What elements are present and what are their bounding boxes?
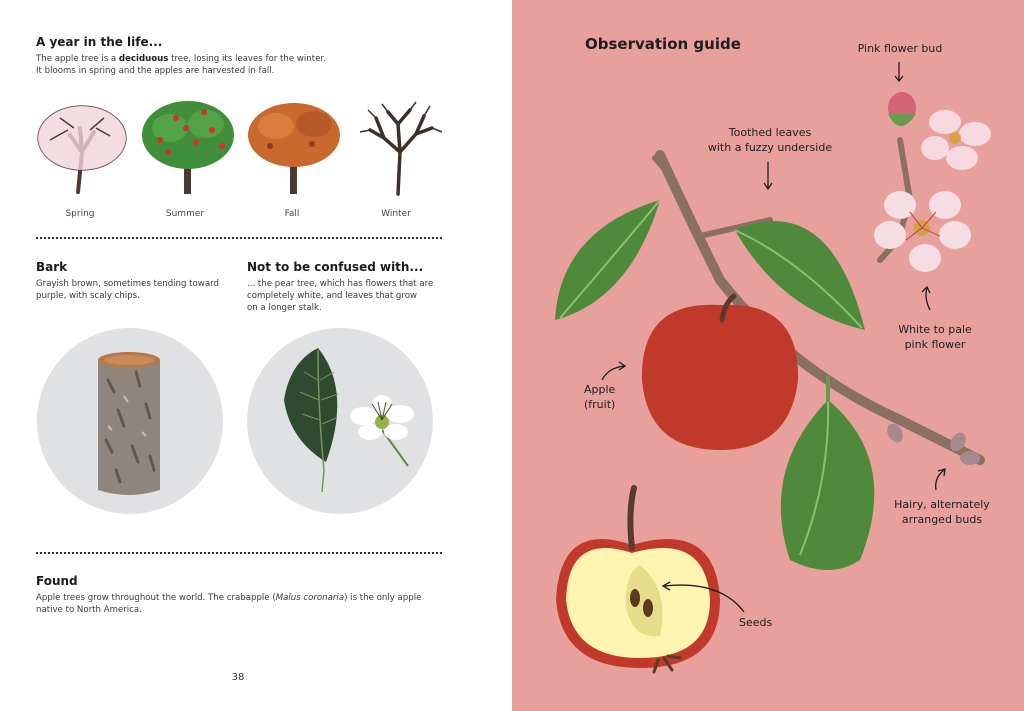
season-label-spring: Spring — [65, 209, 95, 219]
flower-illustration — [874, 92, 991, 272]
label-seeds: Seeds — [739, 616, 773, 629]
page-number: 38 — [231, 672, 245, 683]
flower-upper — [921, 110, 991, 170]
confused-text-line-2: completely white, and leaves that grow — [247, 291, 418, 301]
found-text-line-2: native to North America. — [36, 605, 142, 615]
season-label-summer: Summer — [165, 209, 205, 219]
label-apple-line-2: (fruit) — [584, 398, 616, 411]
bark-text-line-1: Grayish brown, sometimes tending toward — [36, 279, 219, 289]
found-heading: Found — [36, 574, 78, 588]
label-pink-flower-bud: Pink flower bud — [857, 42, 943, 55]
confused-text-line-1: ... the pear tree, which has flowers that are — [247, 279, 434, 289]
arrow-buds — [936, 469, 945, 490]
confused-text-line-3: on a longer stalk. — [247, 303, 322, 313]
bark-heading: Bark — [36, 260, 68, 274]
label-toothed-leaves — [690, 125, 850, 155]
arrow-pink-bud — [895, 62, 903, 81]
label-toothed-line-1: Toothed leaves — [728, 126, 812, 139]
year-text-line-2: It blooms in spring and the apples are harvested in fall. — [36, 66, 275, 76]
arrow-toothed-leaves — [764, 162, 772, 189]
label-apple-line-1: Apple — [584, 383, 616, 396]
bark-log-illustration — [98, 352, 160, 495]
pear-leaf-illustration — [284, 348, 338, 492]
season-label-fall: Fall — [284, 209, 300, 219]
tree-spring-illustration — [38, 106, 126, 192]
tree-winter-illustration — [360, 102, 442, 194]
apple-fruit-illustration — [642, 296, 798, 450]
label-buds-line-2: arranged buds — [901, 513, 983, 526]
flower-lower — [874, 191, 971, 272]
tree-fall-illustration — [248, 103, 340, 194]
arrow-flower — [922, 287, 930, 310]
arrow-apple — [602, 362, 625, 380]
year-heading: A year in the life... — [36, 35, 163, 49]
leaf-left-illustration — [555, 200, 660, 320]
label-flower-line-2: pink flower — [904, 338, 966, 351]
pear-flower-illustration — [350, 395, 414, 466]
label-flower — [880, 322, 990, 352]
bark-text-line-2: purple, with scaly chips. — [36, 291, 140, 301]
tree-summer-illustration — [142, 101, 234, 194]
year-text-line-1: The apple tree is a deciduous tree, losing its leaves for the winter. — [36, 54, 326, 64]
observation-guide-title: Observation guide — [585, 35, 741, 53]
found-text-line-1: Apple trees grow throughout the world. The crabapple (Malus coronaria) is the only apple — [36, 593, 422, 603]
season-label-winter: Winter — [381, 209, 411, 219]
label-buds-line-1: Hairy, alternately — [894, 498, 990, 511]
label-flower-line-1: White to pale — [898, 323, 972, 336]
label-toothed-line-2: with a fuzzy underside — [707, 141, 833, 154]
label-apple — [584, 382, 644, 412]
apple-half-illustration — [556, 488, 720, 672]
confused-heading: Not to be confused with... — [247, 260, 424, 274]
label-buds — [882, 497, 1002, 527]
